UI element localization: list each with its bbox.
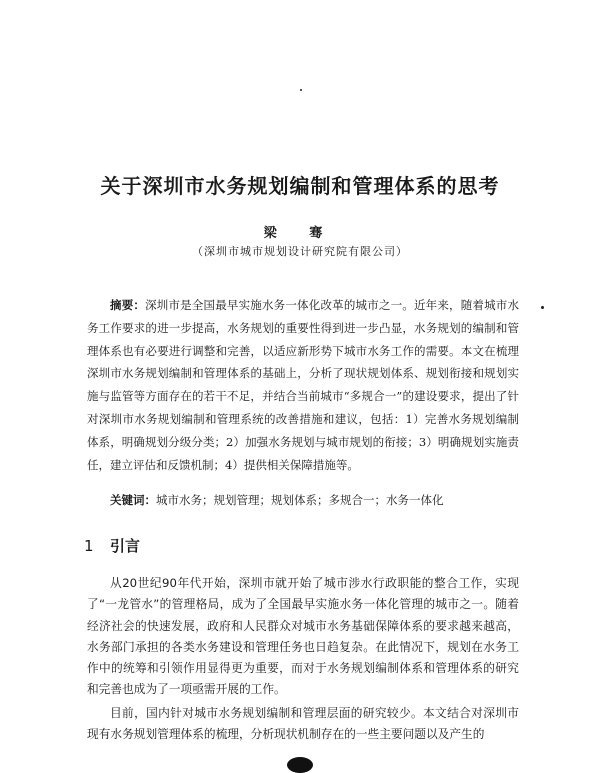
paper-title: 关于深圳市水务规划编制和管理体系的思考 xyxy=(100,174,500,198)
abstract-label: 摘要： xyxy=(110,298,146,312)
section-heading xyxy=(84,535,140,556)
scan-speck xyxy=(300,89,302,91)
body-paragraph-1: 从20世纪90年代开始，深圳市就开始了城市涉水行政职能的整合工作，实现了“一龙管水”的管理格局，成为了全国最早实施水务一体化管理的城市之一。随着经济社会的快速发展，政府和人民群众对城市水务基础保障体系的要求越来越高，水务部门承担的各类水务建设和管理任务也日趋复杂。在此情况下，规划在水务工作中的统筹和引领作用显得更为重要，而对于水务规划编制体系和管理体系的研究和完善也成为了一项亟需开展的工作。 xyxy=(87,576,519,697)
author-name: 梁 骞 xyxy=(263,226,337,241)
section-number: 1 xyxy=(84,537,94,555)
section-title: 引言 xyxy=(110,537,141,555)
body-paragraph-2: 目前，国内针对城市水务规划编制和管理层面的研究较少。本文结合对深圳市现有水务规划管理体系的梳理，分析现状机制存在的一些主要问题以及产生的 xyxy=(87,706,519,742)
abstract-text: 深圳市是全国最早实施水务一体化改革的城市之一。近年来，随着城市水务工作要求的进一步提高，水务规划的重要性得到进一步凸显，水务规划的编制和管理体系也有必要进行调整和完善，以适应新形势下城市水务工作的需要。本文在梳理深圳市水务规划编制和管理体系的基础上，分析了现状规划体系、规划衔接和规划实施与监管等方面存在的若干不足，并结合当前城市“多规合一”的建设要求，提出了针对深圳市水务规划编制和管理系统的改善措施和建议，包括：1）完善水务规划编制体系，明确规划分级分类；2）加强水务规划与城市规划的衔接；3）明确规划实施责任，建立评估和反馈机制；4）提供相关保障措施等。 xyxy=(87,298,520,472)
page-bottom-mark xyxy=(287,757,313,773)
author-affiliation: （深圳市城市规划设计研究院有限公司） xyxy=(192,245,408,258)
keywords-label: 关键词： xyxy=(110,493,156,507)
abstract xyxy=(87,294,519,476)
keywords-text: 城市水务；规划管理；规划体系；多规合一；水务一体化 xyxy=(156,493,444,507)
keywords xyxy=(87,490,527,510)
scan-speck xyxy=(541,306,544,309)
